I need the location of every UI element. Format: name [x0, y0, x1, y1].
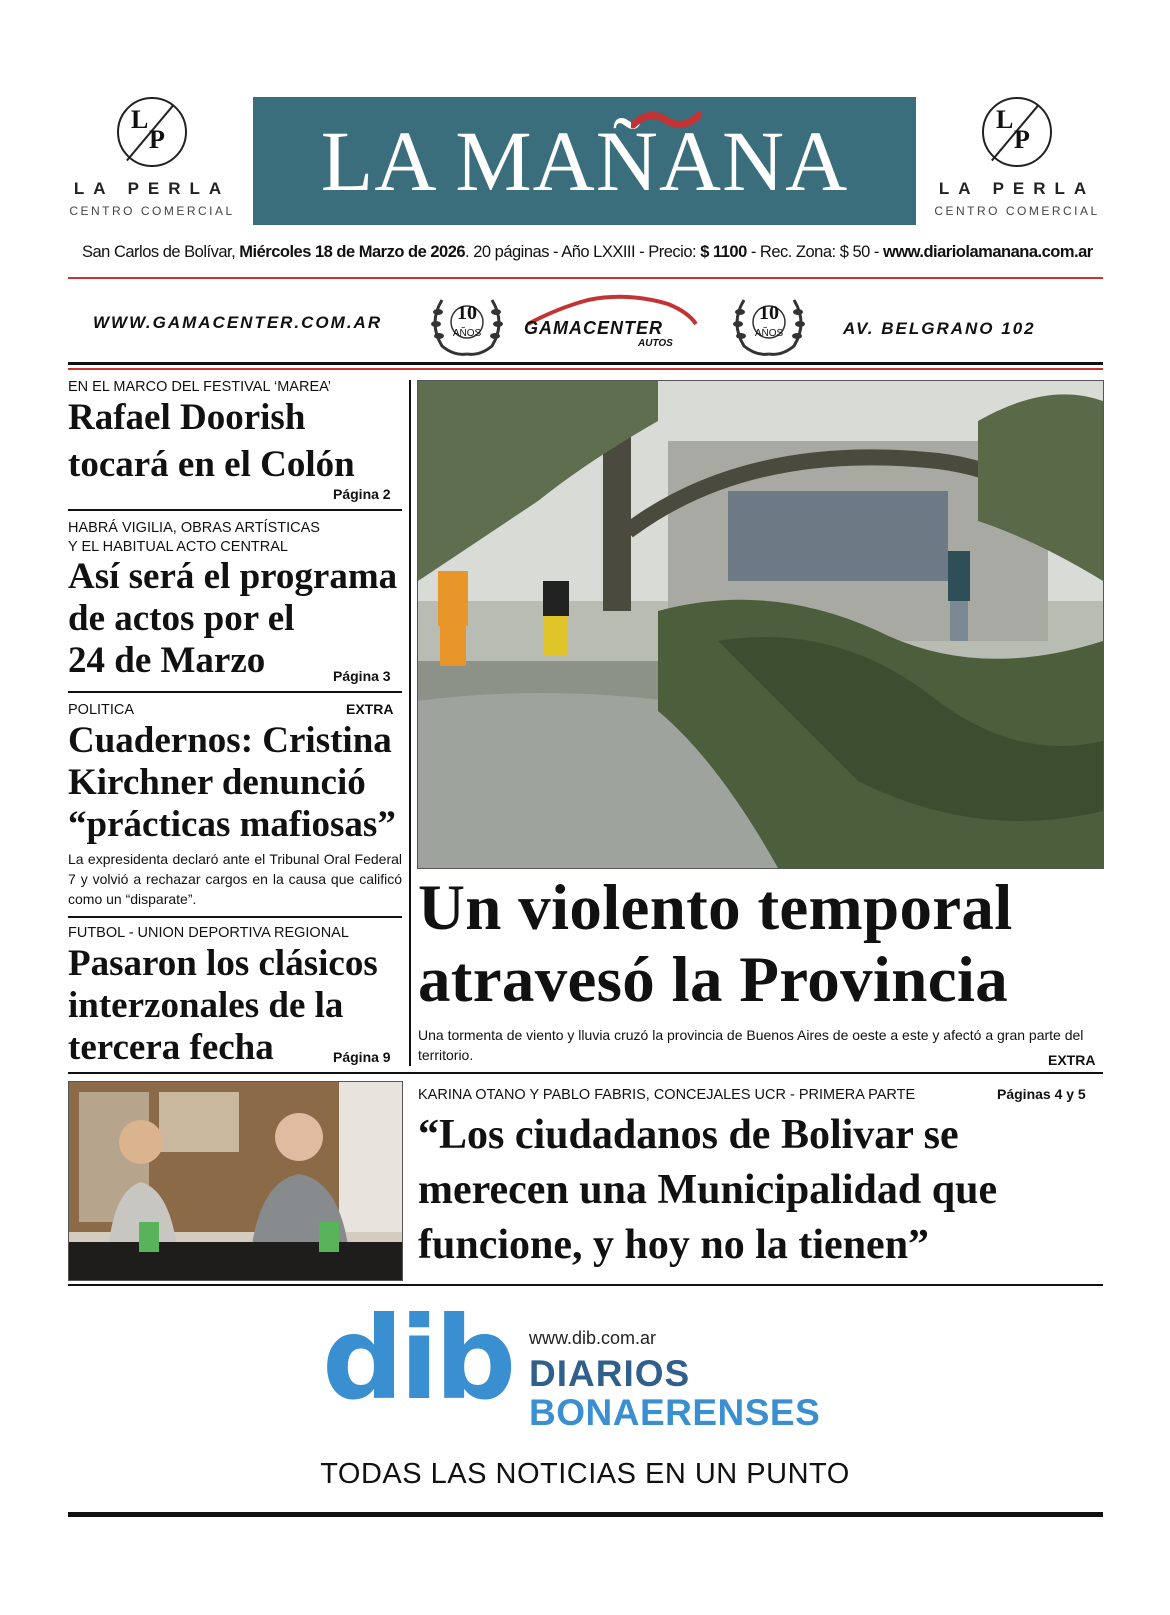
brand-logo-right [927, 97, 1107, 218]
headline-line: tocará en el Colón [68, 444, 355, 485]
dib-url: www.dib.com.ar [529, 1328, 657, 1348]
dib-ad[interactable] [322, 1292, 867, 1433]
story-kicker: EN EL MARCO DEL FESTIVAL ‘MAREA’ [68, 379, 331, 395]
story-page[interactable]: Página 9 [333, 1049, 391, 1065]
headline-line: Rafael Doorish [68, 397, 306, 438]
divider [68, 362, 1103, 365]
badge-label: AÑOS [452, 328, 482, 339]
dateline-place: San Carlos de Bolívar, [82, 243, 240, 261]
story-page[interactable]: Página 2 [333, 486, 391, 502]
interview-pages[interactable]: Páginas 4 y 5 [997, 1086, 1086, 1102]
story-headline[interactable] [68, 720, 396, 846]
divider [68, 691, 402, 693]
quote-line: “Los ciudadanos de Bolivar se [418, 1112, 959, 1158]
quote-line: merecen una Municipalidad que [418, 1167, 998, 1213]
logo-sub: AUTOS [638, 338, 673, 349]
divider [68, 916, 402, 918]
dateline-date: Miércoles 18 de Marzo de 2026 [239, 243, 466, 261]
tilde-accent [631, 111, 701, 129]
badge-number: 10 [759, 302, 779, 324]
story-kicker: POLITICA [68, 702, 135, 718]
headline-line: de actos por el [68, 598, 295, 639]
brand-logo-emblem: L P [982, 97, 1052, 167]
laurel-badge [730, 288, 808, 358]
divider [68, 1072, 1103, 1074]
headline-line: Así será el programa [68, 556, 398, 597]
logo-name: GAMACENTER [524, 318, 663, 338]
brand-sub: CENTRO COMERCIAL [934, 204, 1100, 218]
divider [68, 509, 402, 511]
gamacenter-logo [518, 290, 703, 352]
divider [68, 1284, 1103, 1286]
dateline [82, 243, 1093, 262]
headline-line: Kirchner denunció [68, 762, 366, 803]
divider [68, 368, 1103, 370]
story-kicker: FUTBOL - UNION DEPORTIVA REGIONAL [68, 925, 349, 941]
headline-line: tercera fecha [68, 1027, 274, 1068]
interview-photo [68, 1081, 403, 1281]
headline-line: “prácticas mafiosas” [68, 804, 396, 845]
dib-tagline: TODAS LAS NOTICIAS EN UN PUNTO [320, 1458, 850, 1490]
dateline-site[interactable]: www.diariolamanana.com.ar [882, 243, 1093, 261]
headline-line: atravesó la Provincia [418, 944, 1008, 1016]
badge-label: AÑOS [754, 328, 784, 339]
brand-logo-left [62, 97, 242, 218]
story-kicker [68, 519, 320, 557]
storm-scene-illustration [418, 381, 1103, 868]
storm-photo [417, 380, 1104, 869]
laurel-badge [428, 288, 506, 358]
story-headline[interactable] [68, 556, 397, 682]
dateline-zone: - Rec. Zona: $ 50 - [746, 243, 883, 261]
interview-kicker: KARINA OTANO Y PABLO FABRIS, CONCEJALES UCR - PRIMERA PARTE [418, 1087, 916, 1103]
main-tag: EXTRA [1048, 1052, 1096, 1068]
story-headline[interactable] [68, 397, 355, 486]
headline-line: interzonales de la [68, 985, 344, 1026]
story-tag: EXTRA [346, 701, 394, 717]
dateline-price: $ 1100 [700, 243, 747, 261]
dib-logo: dib [322, 1292, 513, 1425]
divider [68, 1512, 1103, 1517]
story-headline[interactable] [68, 943, 378, 1069]
dib-line2: BONAERENSES [529, 1392, 821, 1433]
main-headline[interactable] [418, 872, 1013, 1016]
story-page[interactable]: Página 3 [333, 668, 391, 684]
interview-quote[interactable] [418, 1108, 997, 1273]
headline-line: Pasaron los clásicos [68, 943, 378, 984]
ad-website[interactable]: WWW.GAMACENTER.COM.AR [93, 313, 383, 332]
headline-line: Un violento temporal [418, 872, 1013, 944]
column-divider [409, 380, 411, 1066]
headline-line: Cuadernos: Cristina [68, 720, 392, 761]
kicker-line: Y EL HABITUAL ACTO CENTRAL [68, 539, 288, 555]
masthead [253, 97, 916, 225]
interview-scene-illustration [69, 1082, 402, 1280]
divider [68, 277, 1103, 279]
quote-line: funcione, y hoy no la tienen” [418, 1222, 930, 1268]
dateline-info: . 20 páginas - Año LXXIII - Precio: [465, 243, 701, 261]
main-deck: Una tormenta de viento y lluvia cruzó la provincia de Buenos Aires de oeste a este y afectó a gran parte del territorio. [418, 1027, 1084, 1063]
badge-number: 10 [457, 302, 477, 324]
dib-line1: DIARIOS [529, 1353, 691, 1394]
brand-logo-emblem: L P [117, 97, 187, 167]
brand-name: LA PERLA [938, 179, 1096, 198]
headline-line: 24 de Marzo [68, 640, 266, 681]
kicker-line: HABRÁ VIGILIA, OBRAS ARTÍSTICAS [68, 520, 320, 536]
masthead-title: LA MAÑANA [320, 113, 849, 209]
brand-name: LA PERLA [73, 179, 231, 198]
story-deck: La expresidenta declaró ante el Tribunal Oral Federal 7 y volvió a rechazar cargos en la causa que calificó como un “disparate”. [68, 851, 402, 907]
brand-sub: CENTRO COMERCIAL [69, 204, 235, 218]
ad-address: AV. BELGRANO 102 [843, 319, 1036, 338]
